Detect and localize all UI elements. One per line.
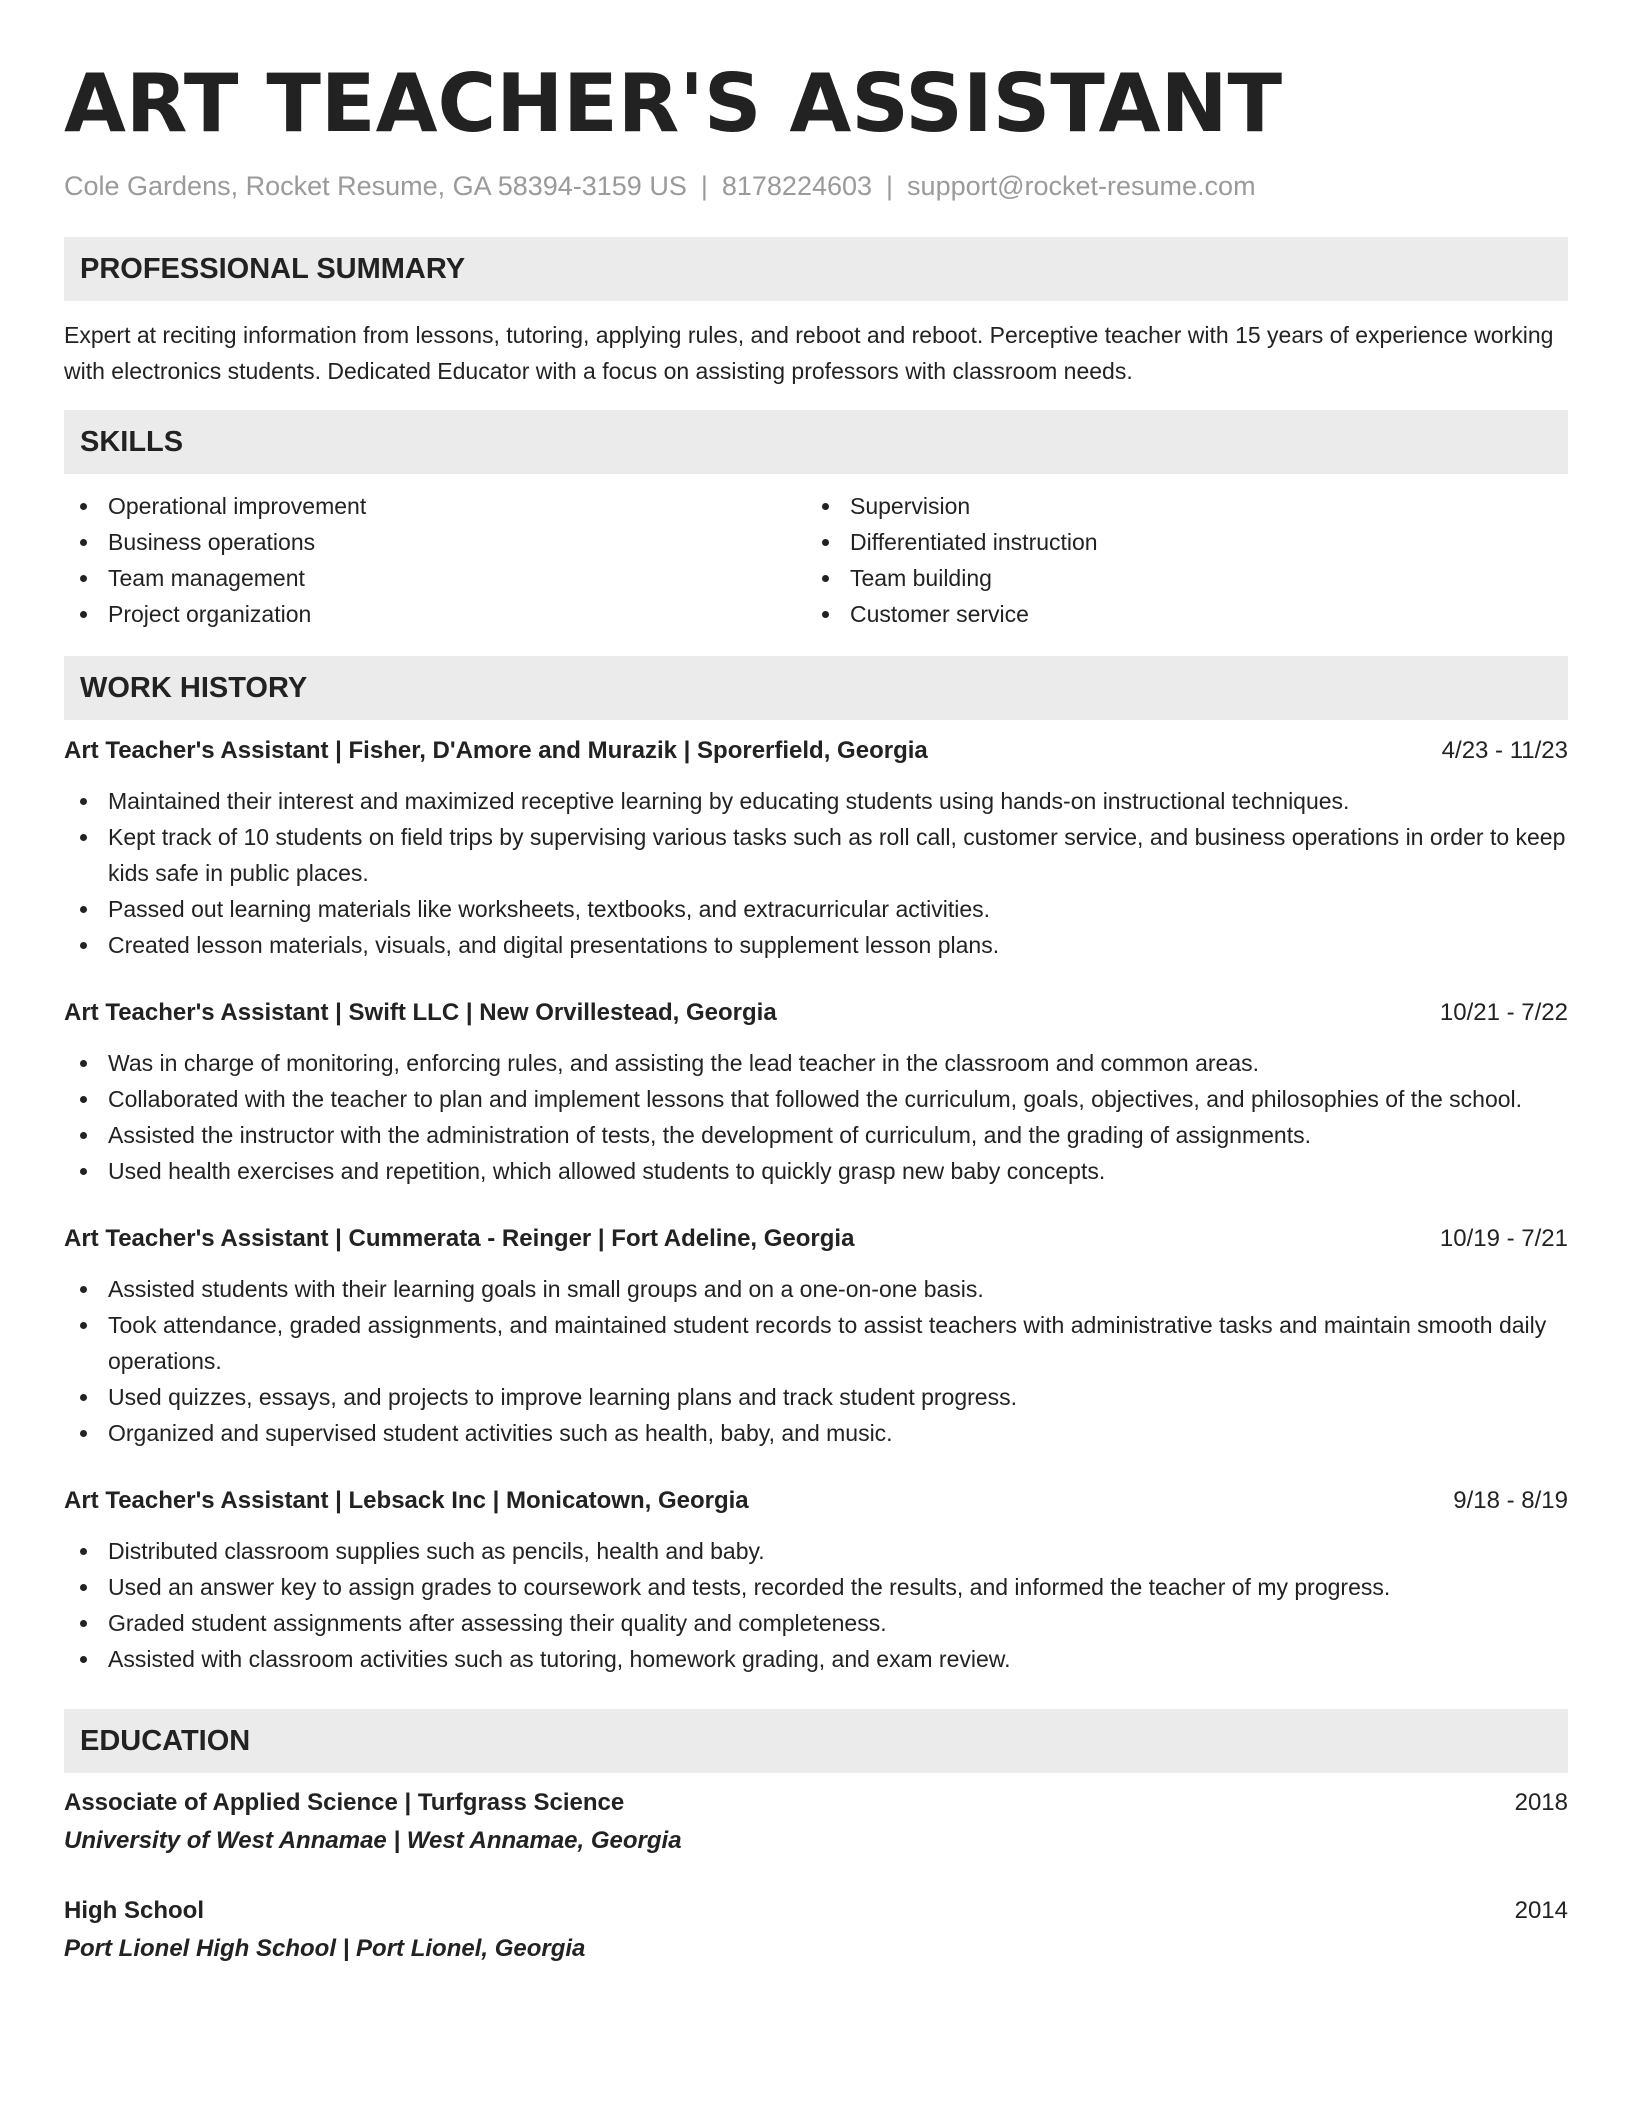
job-dates: 9/18 - 8/19 [1453, 1487, 1568, 1514]
job-bullets [64, 1533, 1568, 1677]
job-entry [64, 733, 1568, 963]
section-header-education: EDUCATION [64, 1709, 1568, 1773]
skill-item: Team management [64, 560, 806, 596]
skill-item: Supervision [806, 488, 1548, 524]
job-bullet: Was in charge of monitoring, enforcing rules, and assisting the lead teacher in the classroom and common areas. [64, 1045, 1568, 1081]
education-school: University of West Annamae | West Annamae, Georgia [64, 1827, 682, 1854]
section-header-summary: PROFESSIONAL SUMMARY [64, 237, 1568, 301]
skill-item: Operational improvement [64, 488, 806, 524]
job-dates: 10/21 - 7/22 [1439, 999, 1568, 1026]
education-school: Port Lionel High School | Port Lionel, Georgia [64, 1935, 586, 1962]
job-bullets [64, 783, 1568, 963]
section-header-work: WORK HISTORY [64, 656, 1568, 720]
education-entry [64, 1893, 1568, 1967]
education-entry [64, 1785, 1568, 1859]
job-bullet: Graded student assignments after assessing their quality and completeness. [64, 1605, 1568, 1641]
job-bullet: Assisted students with their learning goals in small groups and on a one-on-one basis. [64, 1271, 1568, 1307]
skill-item: Customer service [806, 596, 1548, 632]
contact-line [64, 168, 1568, 204]
contact-separator: | [886, 171, 894, 201]
job-bullet: Used quizzes, essays, and projects to improve learning plans and track student progress. [64, 1379, 1568, 1415]
contact-phone: 8178224603 [721, 171, 873, 201]
education-year: 2018 [1514, 1789, 1568, 1816]
resume-name: ART TEACHER'S ASSISTANT [64, 57, 1283, 150]
job-bullets [64, 1271, 1568, 1451]
skills-column-right [806, 488, 1548, 632]
job-entry [64, 995, 1568, 1189]
skill-item: Project organization [64, 596, 806, 632]
job-header [64, 1221, 1568, 1257]
job-bullet: Assisted with classroom activities such as tutoring, homework grading, and exam review. [64, 1641, 1568, 1677]
job-bullet: Maintained their interest and maximized receptive learning by educating students using hands-on instructional techniques. [64, 783, 1568, 819]
job-entry [64, 1483, 1568, 1677]
job-dates: 4/23 - 11/23 [1441, 737, 1568, 764]
job-bullet: Collaborated with the teacher to plan and implement lessons that followed the curriculum, goals, objectives, and philosophies of the school. [64, 1081, 1568, 1117]
job-header [64, 1483, 1568, 1519]
job-title: Art Teacher's Assistant | Swift LLC | New Orvillestead, Georgia [64, 999, 777, 1026]
summary-text: Expert at reciting information from lessons, tutoring, applying rules, and reboot and reboot. Perceptive teacher with 15 years of experience working with electronics students. Dedicated Educator with a focus on assisting professors with classroom needs. [64, 322, 1554, 384]
job-bullet: Distributed classroom supplies such as pencils, health and baby. [64, 1533, 1568, 1569]
contact-address: Cole Gardens, Rocket Resume, GA 58394-3159 US [64, 171, 687, 201]
job-entry [64, 1221, 1568, 1451]
job-bullets [64, 1045, 1568, 1189]
job-header [64, 995, 1568, 1031]
section-header-skills: SKILLS [64, 410, 1568, 474]
job-bullet: Used an answer key to assign grades to coursework and tests, recorded the results, and informed the teacher of my progress. [64, 1569, 1568, 1605]
job-bullet: Kept track of 10 students on field trips by supervising various tasks such as roll call, customer service, and business operations in order to keep kids safe in public places. [64, 819, 1568, 891]
job-header [64, 733, 1568, 769]
education-degree: High School [64, 1897, 204, 1924]
skill-item: Team building [806, 560, 1548, 596]
job-bullet: Took attendance, graded assignments, and maintained student records to assist teachers with administrative tasks and maintain smooth daily operations. [64, 1307, 1568, 1379]
job-bullet: Used health exercises and repetition, which allowed students to quickly grasp new baby concepts. [64, 1153, 1568, 1189]
education-header [64, 1785, 1568, 1821]
education-year: 2014 [1514, 1897, 1568, 1924]
job-title: Art Teacher's Assistant | Fisher, D'Amore and Murazik | Sporerfield, Georgia [64, 737, 928, 764]
job-bullet: Organized and supervised student activities such as health, baby, and music. [64, 1415, 1568, 1451]
job-title: Art Teacher's Assistant | Lebsack Inc | Monicatown, Georgia [64, 1487, 749, 1514]
education-header [64, 1893, 1568, 1929]
job-bullet: Assisted the instructor with the administration of tests, the development of curriculum, and the grading of assignments. [64, 1117, 1568, 1153]
job-title: Art Teacher's Assistant | Cummerata - Reinger | Fort Adeline, Georgia [64, 1225, 855, 1252]
skills-column-left [64, 488, 806, 632]
skill-item: Business operations [64, 524, 806, 560]
contact-email: support@rocket-resume.com [907, 171, 1256, 201]
skills-list [64, 488, 1568, 632]
skill-item: Differentiated instruction [806, 524, 1548, 560]
job-bullet: Created lesson materials, visuals, and digital presentations to supplement lesson plans. [64, 927, 1568, 963]
job-dates: 10/19 - 7/21 [1439, 1225, 1568, 1252]
education-degree: Associate of Applied Science | Turfgrass Science [64, 1789, 625, 1816]
job-bullet: Passed out learning materials like worksheets, textbooks, and extracurricular activities. [64, 891, 1568, 927]
contact-separator: | [700, 171, 708, 201]
